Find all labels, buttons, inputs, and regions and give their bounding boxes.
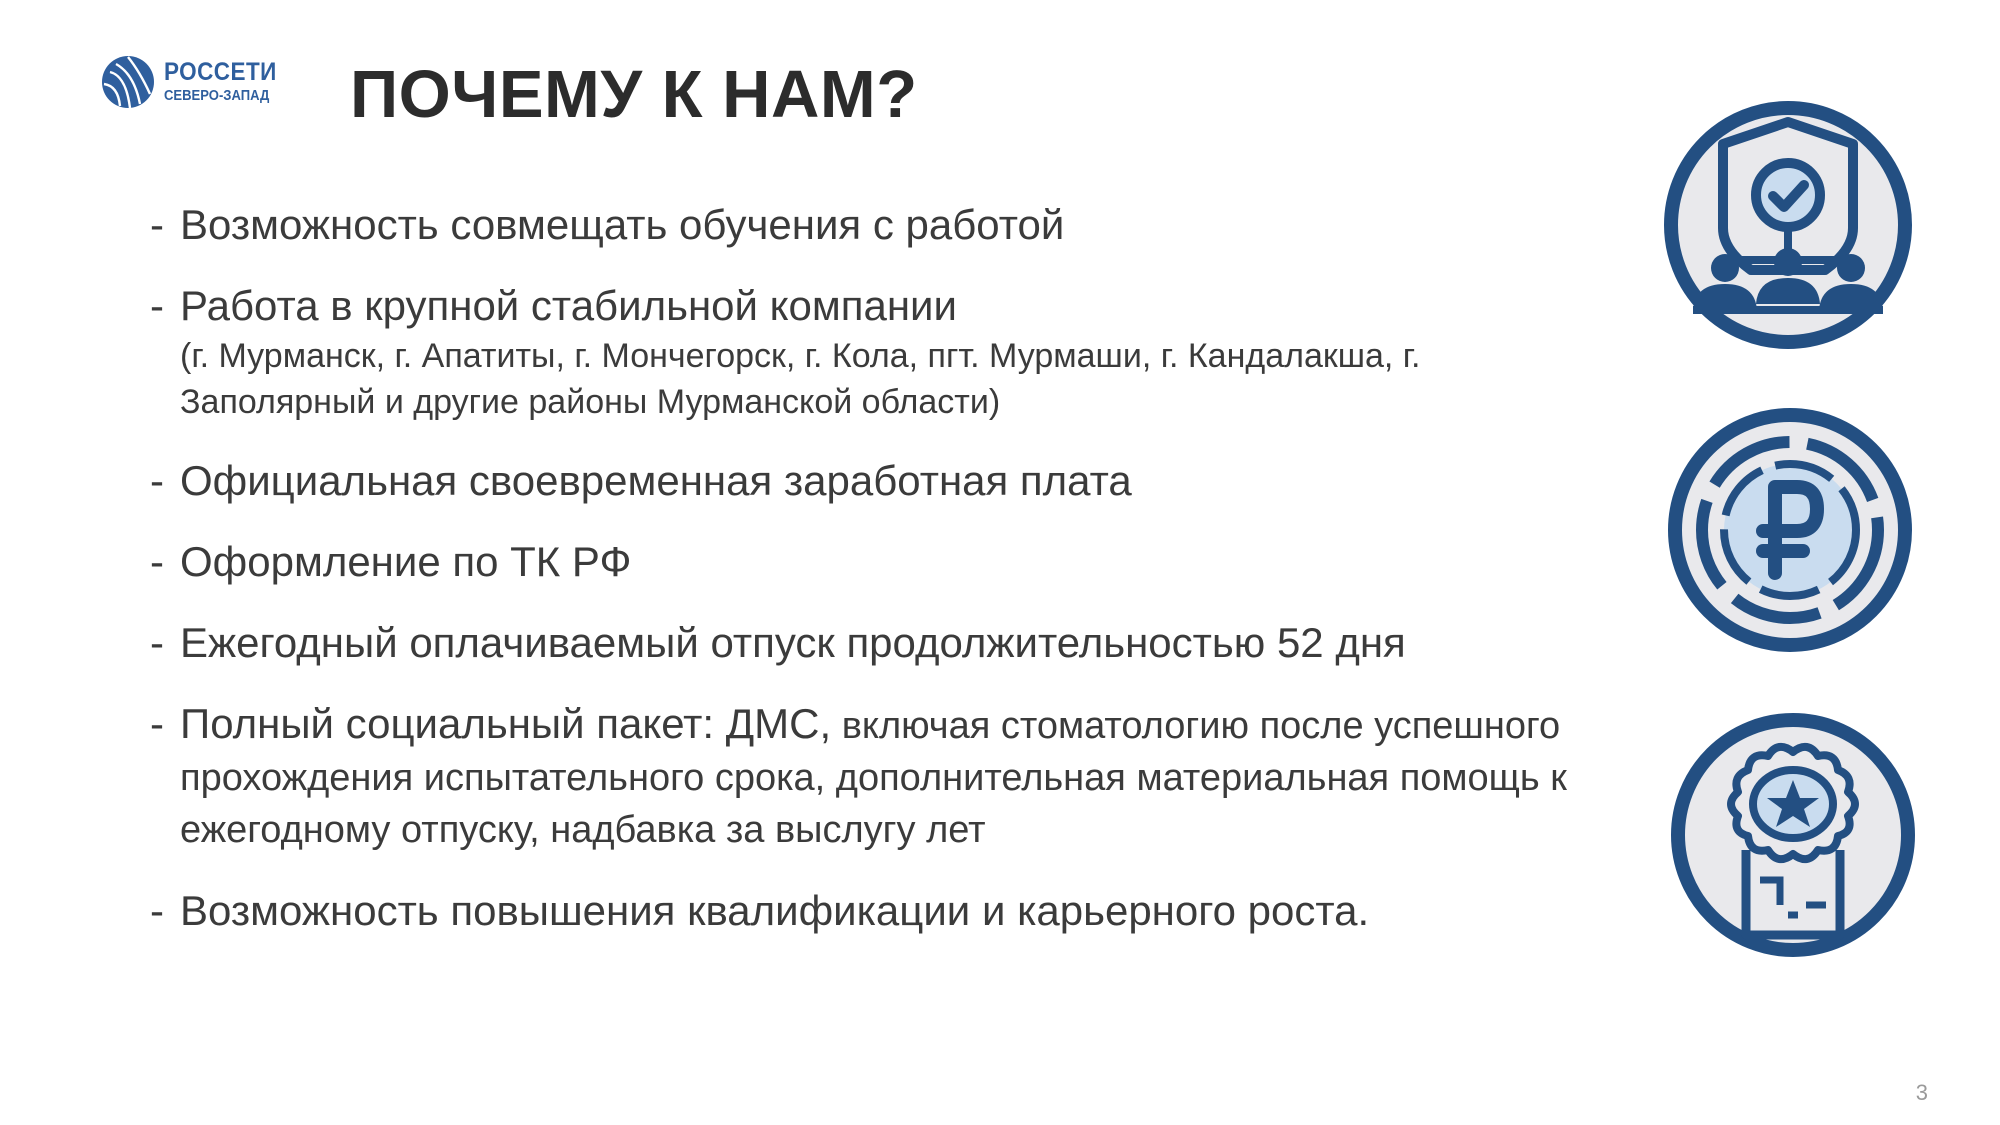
logo-subtitle: СЕВЕРО-ЗАПАД — [164, 88, 270, 105]
benefit-item-career — [150, 886, 1590, 936]
rosseti-logo-icon — [100, 54, 156, 110]
bullet-dash: - — [150, 700, 164, 747]
benefit-text: Работа в крупной стабильной компании — [180, 282, 957, 329]
team-shield-check-icon — [1663, 100, 1913, 350]
page-title: ПОЧЕМУ К НАМ? — [350, 57, 918, 132]
bullet-dash: - — [150, 201, 164, 248]
benefit-details: включая стоматологию после успешного прохождения испытательного срока, дополнительная материальная помощь к ежегодному отпуску, надбавка за выслугу лет — [180, 705, 1567, 851]
benefit-text: Полный социальный пакет: ДМС, — [180, 700, 832, 747]
bullet-dash: - — [150, 538, 164, 585]
bullet-dash: - — [150, 282, 164, 329]
benefit-item-company — [150, 281, 1590, 425]
benefit-text: Возможность повышения квалификации и карьерного роста. — [180, 887, 1370, 934]
benefit-item-salary — [150, 456, 1590, 506]
award-certificate-star-icon — [1668, 710, 1918, 960]
logo-name: РОССЕТИ — [164, 58, 277, 87]
benefit-item-vacation — [150, 618, 1590, 668]
benefit-text: Оформление по ТК РФ — [180, 538, 632, 585]
page-number: 3 — [1915, 1080, 1928, 1105]
benefit-text: Возможность совмещать обучения с работой — [180, 201, 1065, 248]
benefit-item-labor-code — [150, 537, 1590, 587]
benefits-list — [150, 200, 1590, 967]
company-logo — [100, 52, 300, 112]
bullet-dash: - — [150, 887, 164, 934]
benefit-item-study — [150, 200, 1590, 250]
benefit-item-social-package — [150, 699, 1590, 855]
bullet-dash: - — [150, 619, 164, 666]
benefit-text: Ежегодный оплачиваемый отпуск продолжительностью 52 дня — [180, 619, 1406, 666]
ruble-coin-icon — [1665, 405, 1915, 655]
benefit-text: Официальная своевременная заработная плата — [180, 457, 1132, 504]
benefit-locations: (г. Мурманск, г. Апатиты, г. Мончегорск, г. Кола, пгт. Мурмаши, г. Кандалакша, г. Заполярный и другие районы Мурманской области) — [180, 337, 1421, 421]
bullet-dash: - — [150, 457, 164, 504]
